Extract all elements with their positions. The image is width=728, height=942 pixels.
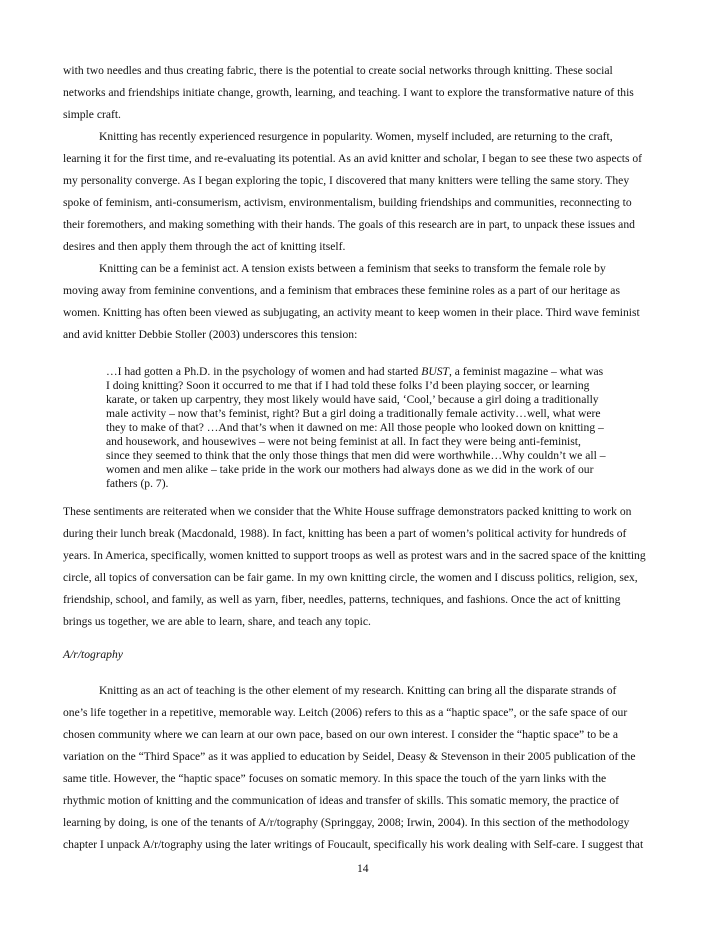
body-text-line: years. In America, specifically, women knitted to support troops as well as protest wars and in the sacred space of the knitting — [63, 549, 646, 562]
block-quote-line: they to make of that? …And that’s when it dawned on me: All those people who looked down on knitting – — [106, 421, 604, 434]
body-text-line: one’s life together in a repetitive, memorable way. Leitch (2006) refers to this as a “haptic space”, or the safe space of our — [63, 706, 628, 719]
body-text-line: learning by doing, is one of the tenants of A/r/tography (Springgay, 2008; Irwin, 2004). In this section of the methodology — [63, 816, 630, 829]
block-quote-line: and housework, and housewives – were not being feminist at all. In fact they were being anti-feminist, — [106, 435, 581, 448]
body-text-line: and avid knitter Debbie Stoller (2003) underscores this tension: — [63, 328, 358, 341]
body-text-line: networks and friendships initiate change, growth, learning, and teaching. I want to explore the transformative nature of this — [63, 86, 634, 99]
body-text-line: rhythmic motion of knitting and the communication of ideas and transfer of skills. This somatic memory, the practice of — [63, 794, 620, 807]
body-text-line: Knitting as an act of teaching is the other element of my research. Knitting can bring all the disparate strands of — [99, 684, 617, 697]
body-text-line: brings us together, we are able to learn, share, and teach any topic. — [63, 615, 371, 628]
body-text-line: simple craft. — [63, 108, 121, 121]
body-text-line: same title. However, the “haptic space” focuses on somatic memory. In this space the touch of the yarn links with the — [63, 772, 607, 785]
block-quote-line — [106, 365, 603, 379]
block-quote-line: karate, or taken up carpentry, they most likely would have said, ‘Cool,’ because a girl doing a traditionally — [106, 393, 599, 406]
body-text-line: Knitting can be a feminist act. A tension exists between a feminism that seeks to transform the female role by — [99, 262, 606, 275]
body-text-line: chapter I unpack A/r/tography using the later writings of Foucault, specifically his work dealing with Self-care. I suggest that — [63, 838, 644, 851]
block-quote-line: since they seemed to think that the only those things that men did were worthwhile…Why couldn’t we all – — [106, 449, 606, 462]
page-number: 14 — [357, 862, 369, 875]
body-text-line: moving away from feminine conventions, and a feminism that embraces these feminine roles as a part of our heritage as — [63, 284, 620, 297]
section-heading: A/r/tography — [63, 648, 123, 661]
body-text-line: variation on the “Third Space” as it was applied to education by Seidel, Deasy & Stevenson in their 2005 publication of the — [63, 750, 636, 763]
body-text-line: during their lunch break (Macdonald, 1988). In fact, knitting has been a part of women’s political activity for hundreds of — [63, 527, 627, 540]
block-quote-line: women and men alike – take pride in the work our mothers had always done as we did in the work of our — [106, 463, 594, 476]
quote-text: , a feminist magazine – what was — [448, 365, 604, 378]
body-text-line: friendship, school, and family, as well as yarn, fiber, needles, patterns, techniques, and fashions. Once the act of knitting — [63, 593, 621, 606]
body-text-line: women. Knitting has often been viewed as subjugating, an activity meant to keep women in their place. Third wave feminist — [63, 306, 640, 319]
body-text-line: their foremothers, and making something with their hands. The goals of this research are in part, to unpack these issues and — [63, 218, 635, 231]
body-text-line: circle, all topics of conversation can be fair game. In my own knitting circle, the women and I discuss politics, religion, sex, — [63, 571, 638, 584]
block-quote-line: I doing knitting? Soon it occurred to me that if I had told these folks I’d been playing soccer, or learning — [106, 379, 590, 392]
body-text-line: chosen community where we can learn at our own pace, based on our own interest. I consider the “haptic space” to be a — [63, 728, 618, 741]
quote-text: …I had gotten a Ph.D. in the psychology of women and had started — [106, 365, 422, 378]
body-text-line: desires and then apply them through the act of knitting itself. — [63, 240, 346, 253]
block-quote-line: male activity – now that’s feminist, right? But a girl doing a traditionally female activity…well, what were — [106, 407, 601, 420]
body-text-line: These sentiments are reiterated when we consider that the White House suffrage demonstrators packed knitting to work on — [63, 505, 632, 518]
body-text-line: Knitting has recently experienced resurgence in popularity. Women, myself included, are returning to the craft, — [99, 130, 613, 143]
body-text-line: my personality converge. As I began exploring the topic, I discovered that many knitters were telling the same story. They — [63, 174, 630, 187]
body-text-line: with two needles and thus creating fabric, there is the potential to create social networks through knitting. These social — [63, 64, 613, 77]
block-quote-line: fathers (p. 7). — [106, 477, 169, 490]
magazine-title: BUST — [421, 365, 449, 378]
body-text-line: learning it for the first time, and re-evaluating its potential. As an avid knitter and scholar, I began to see these two aspects of — [63, 152, 643, 165]
body-text-line: spoke of feminism, anti-consumerism, activism, environmentalism, building friendships and communities, reconnecting to — [63, 196, 632, 209]
